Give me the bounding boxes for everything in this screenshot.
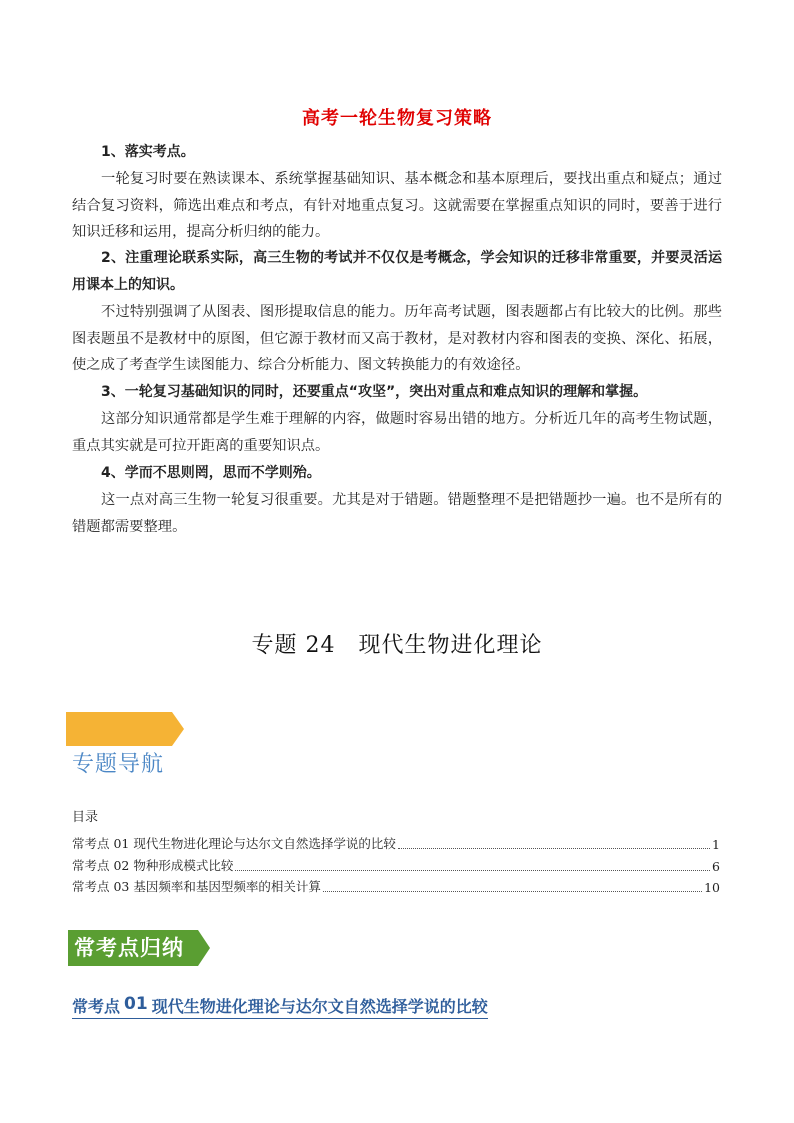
strategy-body-4: 这一点对高三生物一轮复习很重要。尤其是对于错题。错题整理不是把错题抄一遍。也不是所有的错题都需要整理。: [72, 492, 722, 535]
toc-item-label: 常考点 01 现代生物进化理论与达尔文自然选择学说的比较: [72, 836, 396, 851]
strategy-heading-1: 1、落实考点。: [101, 144, 195, 160]
strategy-body-3: 这部分知识通常都是学生难于理解的内容，做题时容易出错的地方。分析近几年的高考生物试题，重点其实就是可拉开距离的重要知识点。: [72, 411, 722, 454]
nav-banner: [66, 712, 184, 746]
section-prefix: 常考点: [72, 997, 121, 1016]
strategy-heading-4: 4、学而不思则罔，思而不学则殆。: [101, 465, 321, 481]
strategy-heading-2: 2、注重理论联系实际，高三生物的考试并不仅仅是考概念，学会知识的迁移非常重要，并要灵活运用课本上的知识。: [72, 250, 722, 293]
toc-item-3[interactable]: [72, 877, 720, 895]
page-title: 高考一轮生物复习策略: [302, 108, 492, 129]
section-number: 01: [124, 994, 148, 1014]
toc-leader-dots: [398, 848, 710, 849]
toc-item-label: 常考点 02 物种形成模式比较: [72, 858, 234, 873]
toc-item-1[interactable]: [72, 834, 720, 852]
strategy-heading-3: 3、一轮复习基础知识的同时，还要重点“攻坚”，突出对重点和难点知识的理解和掌握。: [101, 384, 648, 400]
strategy-body-1: 一轮复习时要在熟读课本、系统掌握基础知识、基本概念和基本原理后，要找出重点和疑点；通过结合复习资料，筛选出难点和考点，有针对地重点复习。这就需要在掌握重点知识的同时，要善于进行知识迁移和运用，提高分析归纳的能力。: [72, 171, 722, 241]
toc-item-page: 6: [712, 859, 720, 874]
section-title: 现代生物进化理论与达尔文自然选择学说的比较: [151, 997, 488, 1016]
toc-item-2[interactable]: [72, 856, 720, 874]
toc-item-page: 10: [704, 880, 720, 895]
nav-title: 专题导航: [72, 752, 165, 777]
topic-title: 专题 24 现代生物进化理论: [251, 633, 543, 658]
toc-item-label: 常考点 03 基因频率和基因型频率的相关计算: [72, 879, 321, 894]
toc-heading: 目录: [72, 810, 99, 825]
toc-leader-dots: [323, 891, 702, 892]
toc-item-page: 1: [712, 837, 720, 852]
summary-banner-text: 常考点归纳: [74, 936, 184, 960]
strategy-body-2: 不过特别强调了从图表、图形提取信息的能力。历年高考试题，图表题都占有比较大的比例。那些图表题虽不是教材中的原图，但它源于教材而又高于教材，是对教材内容和图表的变换、深化、拓展，使之成了考查学生读图能力、综合分析能力、图文转换能力的有效途径。: [72, 304, 722, 374]
toc-leader-dots: [235, 870, 710, 871]
section-heading[interactable]: [72, 994, 488, 1019]
